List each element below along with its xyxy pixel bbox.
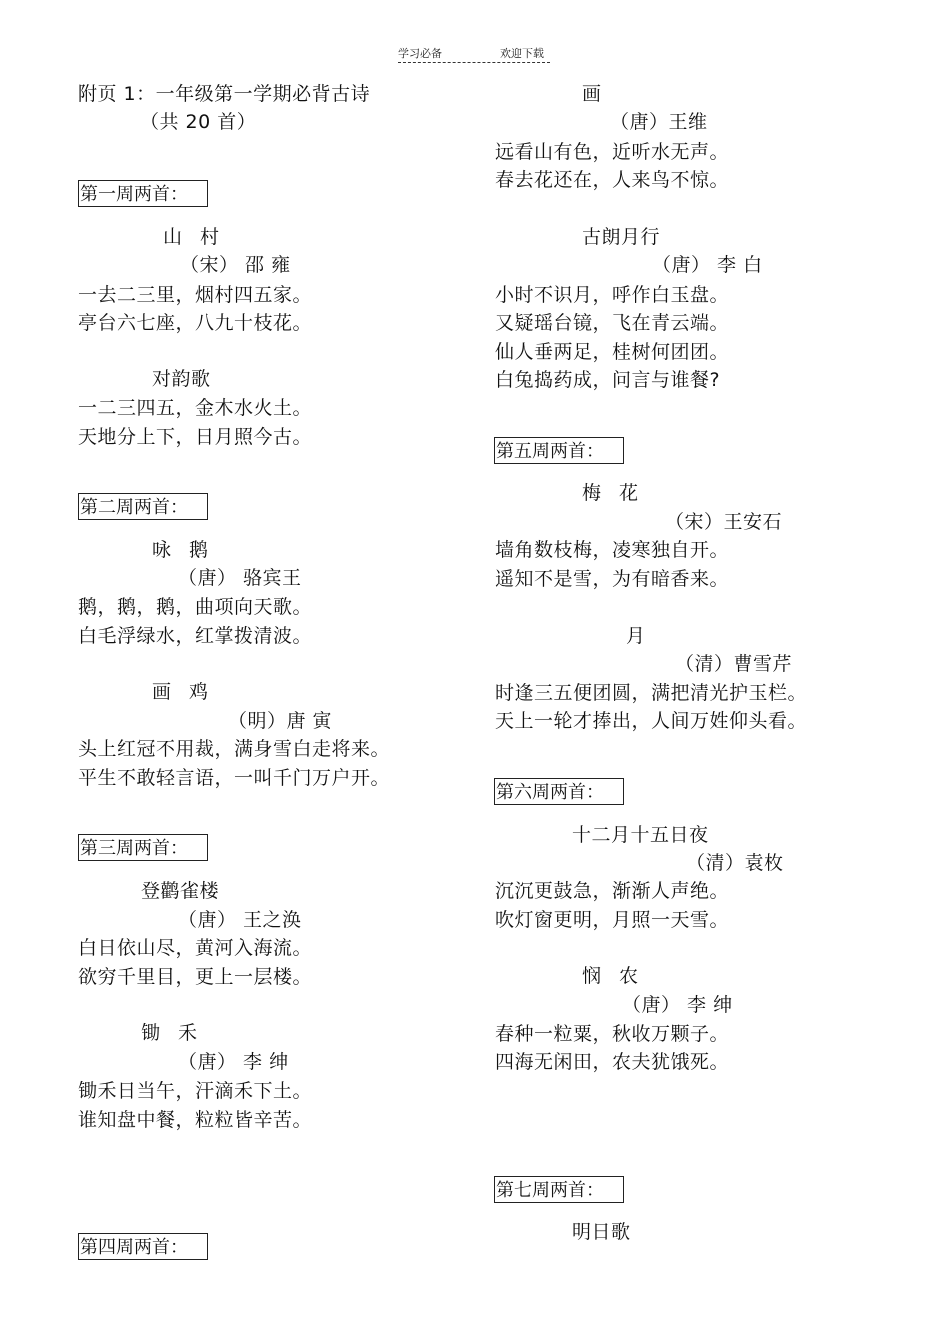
week-7-heading: 第七周两首： <box>494 1176 624 1203</box>
poem-line: 亭台六七座，八九十枝花。 <box>78 312 313 334</box>
poem-line: 沉沉更鼓急，渐渐人声绝。 <box>495 880 730 902</box>
poem-author-huaji: （明）唐 寅 <box>228 710 333 732</box>
poem-author-shieryue: （清）袁枚 <box>686 852 784 874</box>
poem-line: 白日依山尽，黄河入海流。 <box>78 937 313 959</box>
poem-author-yue: （清）曹雪芹 <box>675 653 793 675</box>
poem-author-minnong: （唐） 李 绅 <box>622 994 733 1016</box>
poem-title-meihua: 梅 花 <box>582 482 645 504</box>
poem-line: 遥知不是雪，为有暗香来。 <box>495 568 730 590</box>
poem-line: 一二三四五，金木水火土。 <box>78 397 313 419</box>
poem-line: 谁知盘中餐，粒粒皆辛苦。 <box>78 1109 313 1131</box>
poem-line: 白毛浮绿水，红掌拨清波。 <box>78 625 313 647</box>
poem-title-dengguanquelou: 登鹳雀楼 <box>141 880 220 902</box>
week-6-heading: 第六周两首： <box>494 778 624 805</box>
poem-line: 欲穷千里目，更上一层楼。 <box>78 966 313 988</box>
poem-author-hua: （唐）王维 <box>610 111 708 133</box>
poem-line: 头上红冠不用裁，满身雪白走将来。 <box>78 738 391 760</box>
poem-author-dengguanquelou: （唐） 王之涣 <box>178 909 302 931</box>
doc-title: 附页 1：一年级第一学期必背古诗 <box>78 83 371 105</box>
poem-line: 春去花还在，人来鸟不惊。 <box>495 169 730 191</box>
poem-line: 吹灯窗更明，月照一天雪。 <box>495 909 730 931</box>
poem-author-gulangyuexing: （唐） 李 白 <box>652 254 763 276</box>
poem-title-shancun: 山 村 <box>163 226 226 248</box>
poem-title-shieryue: 十二月十五日夜 <box>572 824 709 846</box>
poem-title-mingrige: 明日歌 <box>572 1221 631 1243</box>
poem-author-yonge: （唐） 骆宾王 <box>178 567 302 589</box>
poem-line: 平生不敢轻言语，一叫千门万户开。 <box>78 767 391 789</box>
poem-line: 锄禾日当午，汗滴禾下土。 <box>78 1080 313 1102</box>
poem-line: 远看山有色，近听水无声。 <box>495 141 730 163</box>
week-1-heading: 第一周两首： <box>78 180 208 207</box>
poem-title-yonge: 咏 鹅 <box>152 539 215 561</box>
poem-line: 鹅，鹅，鹅，曲项向天歌。 <box>78 596 313 618</box>
poem-line: 时逢三五便团圆，满把清光护玉栏。 <box>495 682 808 704</box>
poem-title-huaji: 画 鸡 <box>152 681 215 703</box>
poem-line: 春种一粒粟，秋收万颗子。 <box>495 1023 730 1045</box>
poem-line: 四海无闲田，农夫犹饿死。 <box>495 1051 730 1073</box>
poem-line: 仙人垂两足，桂树何团团。 <box>495 341 730 363</box>
poem-author-chuhe: （唐） 李 绅 <box>178 1051 289 1073</box>
week-5-heading: 第五周两首： <box>494 437 624 464</box>
poem-line: 小时不识月，呼作白玉盘。 <box>495 284 730 306</box>
poem-line: 白兔捣药成，问言与谁餐? <box>495 369 721 391</box>
poem-author-shancun: （宋） 邵 雍 <box>180 254 291 276</box>
header-right-text: 欢迎下载 <box>500 47 544 60</box>
week-2-heading: 第二周两首： <box>78 493 208 520</box>
poem-line: 天上一轮才捧出，人间万姓仰头看。 <box>495 710 808 732</box>
poem-line: 一去二三里，烟村四五家。 <box>78 284 313 306</box>
poem-title-gulangyuexing: 古朗月行 <box>582 226 661 248</box>
poem-title-yue: 月 <box>626 625 646 647</box>
poem-title-chuhe: 锄 禾 <box>141 1022 204 1044</box>
poem-title-minnong: 悯 农 <box>582 965 645 987</box>
week-3-heading: 第三周两首： <box>78 834 208 861</box>
poem-line: 天地分上下，日月照今古。 <box>78 426 313 448</box>
poem-line: 又疑瑶台镜，飞在青云端。 <box>495 312 730 334</box>
poem-title-hua: 画 <box>582 83 602 105</box>
poem-author-meihua: （宋）王安石 <box>665 511 783 533</box>
poem-title-duiyunge: 对韵歌 <box>152 368 211 390</box>
week-4-heading: 第四周两首： <box>78 1233 208 1260</box>
header-divider <box>398 62 550 63</box>
header-left-text: 学习必备 <box>398 47 442 60</box>
poem-line: 墙角数枝梅，凌寒独自开。 <box>495 539 730 561</box>
doc-count: （共 20 首） <box>140 111 257 133</box>
